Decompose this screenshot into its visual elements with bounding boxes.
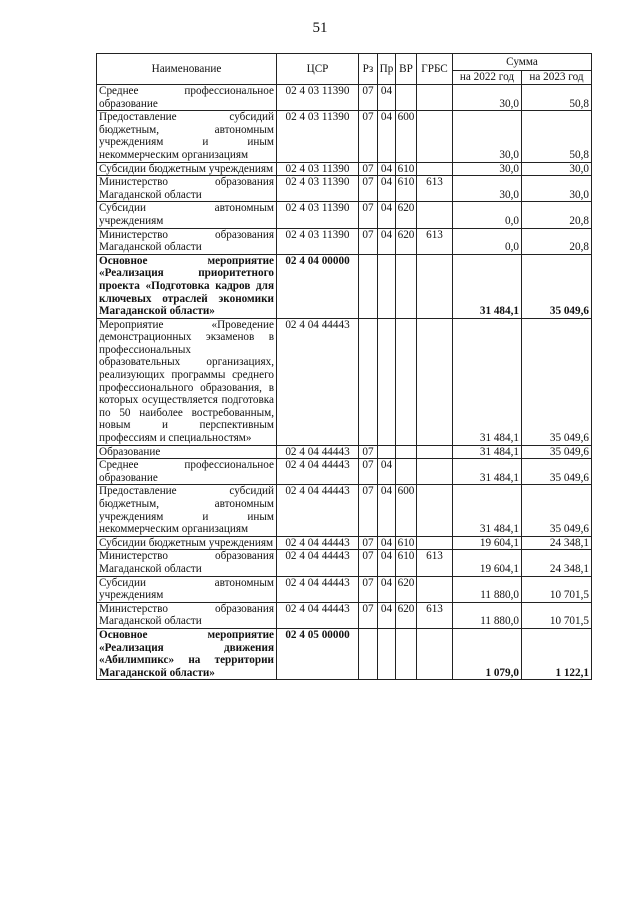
cell-rz: 07 xyxy=(359,111,378,162)
cell-y2022: 19 604,1 xyxy=(453,550,522,576)
cell-grbs xyxy=(417,536,453,550)
cell-csr: 02 4 04 44443 xyxy=(277,602,359,628)
cell-csr: 02 4 03 11390 xyxy=(277,85,359,111)
cell-grbs: 613 xyxy=(417,176,453,202)
table-row xyxy=(97,550,592,576)
cell-rz xyxy=(359,254,378,318)
cell-name: Субсидии автономным учреждениям xyxy=(97,576,277,602)
cell-grbs: 613 xyxy=(417,550,453,576)
cell-pr: 04 xyxy=(378,228,396,254)
cell-vr xyxy=(396,628,417,679)
table-row xyxy=(97,176,592,202)
cell-y2022: 19 604,1 xyxy=(453,536,522,550)
cell-csr: 02 4 04 44443 xyxy=(277,550,359,576)
cell-vr: 620 xyxy=(396,602,417,628)
table-row xyxy=(97,576,592,602)
cell-vr xyxy=(396,445,417,459)
cell-rz: 07 xyxy=(359,536,378,550)
cell-rz: 07 xyxy=(359,162,378,176)
cell-name: Основное мероприятие «Реализация движения «Абилимпикс» на территории Магаданской области» xyxy=(97,628,277,679)
cell-name: Министерство образования Магаданской области xyxy=(97,602,277,628)
cell-rz: 07 xyxy=(359,85,378,111)
cell-name: Предоставление субсидий бюджетным, автономным учреждениям и иным некоммерческим организациям xyxy=(97,111,277,162)
cell-y2023: 35 049,6 xyxy=(522,254,592,318)
cell-grbs xyxy=(417,318,453,445)
cell-rz: 07 xyxy=(359,576,378,602)
cell-pr: 04 xyxy=(378,550,396,576)
cell-rz: 07 xyxy=(359,445,378,459)
cell-vr: 620 xyxy=(396,202,417,228)
table-row xyxy=(97,162,592,176)
cell-rz: 07 xyxy=(359,202,378,228)
cell-grbs xyxy=(417,111,453,162)
cell-name: Министерство образования Магаданской области xyxy=(97,550,277,576)
cell-vr: 620 xyxy=(396,228,417,254)
cell-vr xyxy=(396,459,417,485)
cell-rz: 07 xyxy=(359,459,378,485)
cell-name: Субсидии бюджетным учреждениям xyxy=(97,162,277,176)
cell-grbs xyxy=(417,459,453,485)
cell-vr: 600 xyxy=(396,485,417,536)
cell-csr: 02 4 04 44443 xyxy=(277,485,359,536)
table-row xyxy=(97,85,592,111)
cell-grbs xyxy=(417,85,453,111)
cell-rz: 07 xyxy=(359,550,378,576)
cell-csr: 02 4 04 44443 xyxy=(277,536,359,550)
cell-vr: 600 xyxy=(396,111,417,162)
header-grbs: ГРБС xyxy=(417,54,453,85)
header-rz: Рз xyxy=(359,54,378,85)
cell-pr: 04 xyxy=(378,576,396,602)
cell-csr: 02 4 04 44443 xyxy=(277,459,359,485)
cell-name: Среднее профессиональное образование xyxy=(97,85,277,111)
cell-vr: 610 xyxy=(396,550,417,576)
cell-vr: 610 xyxy=(396,176,417,202)
table-row xyxy=(97,111,592,162)
table-body xyxy=(97,85,592,680)
cell-pr: 04 xyxy=(378,85,396,111)
cell-y2023: 24 348,1 xyxy=(522,550,592,576)
table-row xyxy=(97,628,592,679)
cell-name: Министерство образования Магаданской области xyxy=(97,228,277,254)
cell-vr xyxy=(396,318,417,445)
cell-name: Субсидии автономным учреждениям xyxy=(97,202,277,228)
cell-y2023: 50,8 xyxy=(522,85,592,111)
cell-y2022: 11 880,0 xyxy=(453,602,522,628)
cell-pr xyxy=(378,628,396,679)
cell-grbs: 613 xyxy=(417,602,453,628)
cell-pr: 04 xyxy=(378,162,396,176)
cell-csr: 02 4 04 44443 xyxy=(277,445,359,459)
cell-csr: 02 4 03 11390 xyxy=(277,176,359,202)
cell-csr: 02 4 03 11390 xyxy=(277,202,359,228)
cell-y2023: 30,0 xyxy=(522,176,592,202)
cell-y2022: 30,0 xyxy=(453,176,522,202)
cell-vr: 620 xyxy=(396,576,417,602)
cell-y2023: 35 049,6 xyxy=(522,445,592,459)
cell-y2023: 20,8 xyxy=(522,202,592,228)
cell-grbs xyxy=(417,485,453,536)
cell-grbs xyxy=(417,628,453,679)
cell-pr: 04 xyxy=(378,485,396,536)
cell-vr xyxy=(396,85,417,111)
cell-rz: 07 xyxy=(359,602,378,628)
cell-name: Субсидии бюджетным учреждениям xyxy=(97,536,277,550)
cell-grbs xyxy=(417,202,453,228)
cell-y2023: 50,8 xyxy=(522,111,592,162)
cell-rz: 07 xyxy=(359,176,378,202)
header-csr: ЦСР xyxy=(277,54,359,85)
cell-pr: 04 xyxy=(378,111,396,162)
table-row xyxy=(97,254,592,318)
cell-grbs: 613 xyxy=(417,228,453,254)
cell-csr: 02 4 04 44443 xyxy=(277,318,359,445)
cell-y2022: 11 880,0 xyxy=(453,576,522,602)
cell-y2022: 31 484,1 xyxy=(453,254,522,318)
cell-vr: 610 xyxy=(396,162,417,176)
cell-name: Мероприятие «Проведение демонстрационных экзаменов в профессиональных образовательных организациях, реализующих программы среднего профессионального образования, в которых осуществляется подготовка по 50 наиболее востребованным, новым и перспективным профессиям и специальностям» xyxy=(97,318,277,445)
cell-pr xyxy=(378,318,396,445)
cell-name: Основное мероприятие «Реализация приоритетного проекта «Подготовка кадров для ключевых отраслей экономики Магаданской области» xyxy=(97,254,277,318)
cell-y2022: 31 484,1 xyxy=(453,445,522,459)
cell-grbs xyxy=(417,162,453,176)
cell-y2023: 35 049,6 xyxy=(522,485,592,536)
cell-rz xyxy=(359,628,378,679)
cell-rz: 07 xyxy=(359,485,378,536)
header-year-2022: на 2022 год xyxy=(453,71,522,85)
header-year-2023: на 2023 год xyxy=(522,71,592,85)
cell-pr: 04 xyxy=(378,536,396,550)
cell-csr: 02 4 03 11390 xyxy=(277,111,359,162)
cell-y2023: 10 701,5 xyxy=(522,576,592,602)
table-row xyxy=(97,228,592,254)
table-row xyxy=(97,602,592,628)
table-row xyxy=(97,202,592,228)
cell-csr: 02 4 04 44443 xyxy=(277,576,359,602)
cell-name: Предоставление субсидий бюджетным, автономным учреждениям и иным некоммерческим организациям xyxy=(97,485,277,536)
cell-name: Министерство образования Магаданской области xyxy=(97,176,277,202)
cell-y2023: 35 049,6 xyxy=(522,318,592,445)
table-row xyxy=(97,485,592,536)
page-number: 51 xyxy=(312,20,328,36)
cell-vr xyxy=(396,254,417,318)
table-row xyxy=(97,318,592,445)
cell-csr: 02 4 05 00000 xyxy=(277,628,359,679)
header-pr: Пр xyxy=(378,54,396,85)
cell-y2023: 20,8 xyxy=(522,228,592,254)
cell-grbs xyxy=(417,445,453,459)
cell-y2022: 30,0 xyxy=(453,85,522,111)
cell-csr: 02 4 03 11390 xyxy=(277,162,359,176)
cell-rz: 07 xyxy=(359,228,378,254)
cell-grbs xyxy=(417,254,453,318)
cell-pr xyxy=(378,445,396,459)
cell-csr: 02 4 04 00000 xyxy=(277,254,359,318)
cell-y2023: 35 049,6 xyxy=(522,459,592,485)
cell-y2022: 31 484,1 xyxy=(453,459,522,485)
cell-y2023: 30,0 xyxy=(522,162,592,176)
cell-name: Среднее профессиональное образование xyxy=(97,459,277,485)
header-name: Наименование xyxy=(97,54,277,85)
cell-y2023: 10 701,5 xyxy=(522,602,592,628)
cell-vr: 610 xyxy=(396,536,417,550)
cell-y2022: 30,0 xyxy=(453,162,522,176)
cell-pr: 04 xyxy=(378,202,396,228)
cell-y2022: 31 484,1 xyxy=(453,485,522,536)
cell-csr: 02 4 03 11390 xyxy=(277,228,359,254)
cell-y2022: 0,0 xyxy=(453,228,522,254)
budget-table xyxy=(96,53,592,680)
header-sum: Сумма xyxy=(453,54,592,71)
cell-pr: 04 xyxy=(378,602,396,628)
cell-y2023: 24 348,1 xyxy=(522,536,592,550)
cell-y2022: 1 079,0 xyxy=(453,628,522,679)
cell-pr: 04 xyxy=(378,176,396,202)
cell-y2022: 31 484,1 xyxy=(453,318,522,445)
table-row xyxy=(97,536,592,550)
cell-y2022: 30,0 xyxy=(453,111,522,162)
cell-rz xyxy=(359,318,378,445)
cell-pr: 04 xyxy=(378,459,396,485)
table-row xyxy=(97,445,592,459)
table-row xyxy=(97,459,592,485)
header-vr: ВР xyxy=(396,54,417,85)
cell-pr xyxy=(378,254,396,318)
cell-y2023: 1 122,1 xyxy=(522,628,592,679)
cell-name: Образование xyxy=(97,445,277,459)
cell-grbs xyxy=(417,576,453,602)
cell-y2022: 0,0 xyxy=(453,202,522,228)
